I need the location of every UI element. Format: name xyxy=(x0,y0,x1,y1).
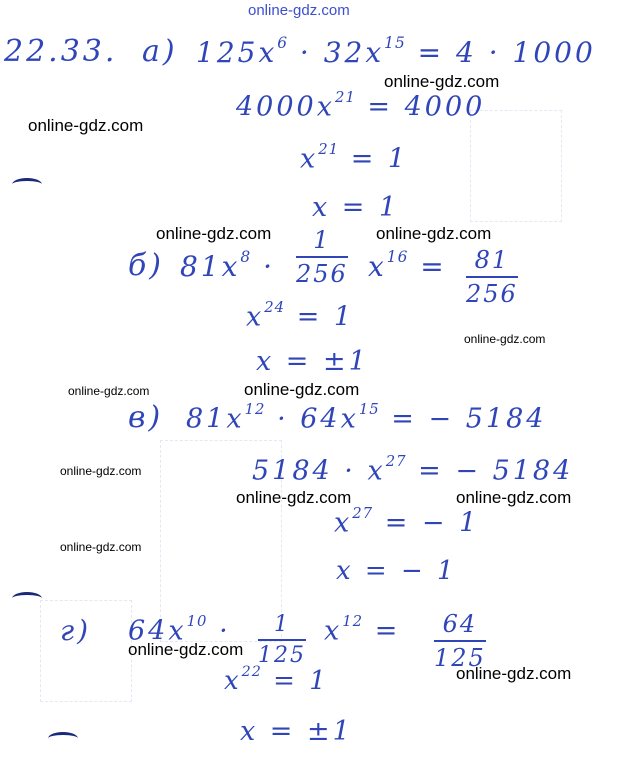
watermark: online-gdz.com xyxy=(456,664,572,683)
part-a-line-2 xyxy=(236,88,485,122)
exponent: 10 xyxy=(186,612,208,630)
watermark: online-gdz.com xyxy=(128,640,244,659)
part-b-line-1 xyxy=(180,248,275,283)
watermark: online-gdz.com xyxy=(384,72,500,91)
part-g-line-3: x = ±1 xyxy=(240,716,353,747)
watermark: online-gdz.com xyxy=(376,224,492,243)
exponent: 12 xyxy=(244,400,266,418)
exponent: 16 xyxy=(386,248,409,266)
watermark: online-gdz.com xyxy=(156,224,272,243)
background-grid xyxy=(470,110,562,222)
expr-text: x xyxy=(334,507,353,539)
margin-mark xyxy=(12,178,42,191)
fraction-denominator: 125 xyxy=(434,644,486,672)
watermark: online-gdz.com xyxy=(28,116,144,135)
exponent: 21 xyxy=(318,140,340,158)
part-v-line-1 xyxy=(186,400,546,434)
part-b-label: б) xyxy=(128,248,165,283)
watermark: online-gdz.com xyxy=(236,488,352,507)
exponent: 27 xyxy=(385,452,407,470)
watermark-top: online-gdz.com xyxy=(248,2,350,19)
expr-text: 81x xyxy=(186,403,245,435)
expr-text: = xyxy=(408,249,447,283)
exponent: 22 xyxy=(241,664,262,680)
expr-text: = xyxy=(363,615,401,647)
part-g-line-1-rest xyxy=(324,612,400,646)
expr-text: 125x xyxy=(196,35,278,69)
part-g-rhs-fraction xyxy=(434,610,486,672)
part-v-line-2 xyxy=(252,452,573,486)
expr-text: · xyxy=(251,249,276,283)
part-g-line-2 xyxy=(224,664,329,696)
expr-text: 4000x xyxy=(236,91,335,123)
fraction-bar xyxy=(466,276,518,278)
part-v-line-3 xyxy=(334,504,479,538)
margin-mark xyxy=(12,592,42,605)
part-v-label: в) xyxy=(128,400,164,435)
fraction-denominator: 256 xyxy=(296,260,348,288)
watermark: online-gdz.com xyxy=(60,464,142,478)
expr-text: = 4 · 1000 xyxy=(405,35,596,69)
expr-text: = 4000 xyxy=(355,91,486,123)
part-b-rhs-fraction xyxy=(466,246,518,308)
expr-text: x xyxy=(324,615,343,647)
part-b-fraction xyxy=(296,226,348,288)
expr-text: x xyxy=(246,301,265,333)
expr-text: = 1 xyxy=(285,301,355,333)
fraction-numerator: 64 xyxy=(442,610,478,638)
part-b-line-3: x = ±1 xyxy=(256,346,369,377)
exponent: 27 xyxy=(352,504,374,522)
watermark: online-gdz.com xyxy=(456,488,572,507)
exponent: 15 xyxy=(384,34,406,52)
exponent: 8 xyxy=(240,248,252,266)
expr-text: = 1 xyxy=(261,665,329,696)
expr-text: x xyxy=(300,143,319,175)
part-b-line-1-rest xyxy=(368,248,447,283)
margin-mark xyxy=(48,732,78,745)
part-a-line-4: x = 1 xyxy=(312,192,400,223)
part-a-line-1 xyxy=(196,34,596,69)
fraction-bar xyxy=(434,640,486,642)
fraction-bar xyxy=(296,256,348,258)
expr-text: = − 5184 xyxy=(379,403,547,435)
exponent: 21 xyxy=(334,88,356,106)
exponent: 6 xyxy=(277,34,289,52)
expr-text: 5184 · x xyxy=(252,455,386,487)
fraction-numerator: 1 xyxy=(313,226,331,254)
exponent: 15 xyxy=(358,400,380,418)
expr-text: · 32x xyxy=(288,35,385,69)
expr-text: · 64x xyxy=(265,403,359,435)
part-b-line-2 xyxy=(246,298,354,332)
watermark: online-gdz.com xyxy=(68,384,150,398)
expr-text: 81x xyxy=(180,249,241,283)
part-a-label: а) xyxy=(142,34,178,69)
exponent: 12 xyxy=(342,612,364,630)
expr-text: x xyxy=(368,249,387,283)
expr-text: = − 1 xyxy=(373,507,480,539)
expr-text: = − 5184 xyxy=(406,455,574,487)
expr-text: · xyxy=(207,615,231,647)
expr-text: = 1 xyxy=(339,143,409,175)
fraction-bar xyxy=(258,639,306,641)
expr-text: x xyxy=(224,665,242,696)
part-a-line-3 xyxy=(300,140,408,174)
part-v-line-4: x = − 1 xyxy=(336,556,457,586)
fraction-denominator: 125 xyxy=(258,643,306,668)
part-g-label: г) xyxy=(60,614,92,647)
fraction-denominator: 256 xyxy=(466,280,518,308)
fraction-numerator: 81 xyxy=(474,246,510,274)
expr-text: 64x xyxy=(128,615,187,647)
exponent: 24 xyxy=(264,298,286,316)
watermark: online-gdz.com xyxy=(60,540,142,554)
fraction-numerator: 1 xyxy=(274,612,290,637)
watermark: online-gdz.com xyxy=(244,380,360,399)
watermark: online-gdz.com xyxy=(464,332,546,346)
part-g-fraction xyxy=(258,612,306,668)
problem-number: 22.33. xyxy=(4,34,118,69)
